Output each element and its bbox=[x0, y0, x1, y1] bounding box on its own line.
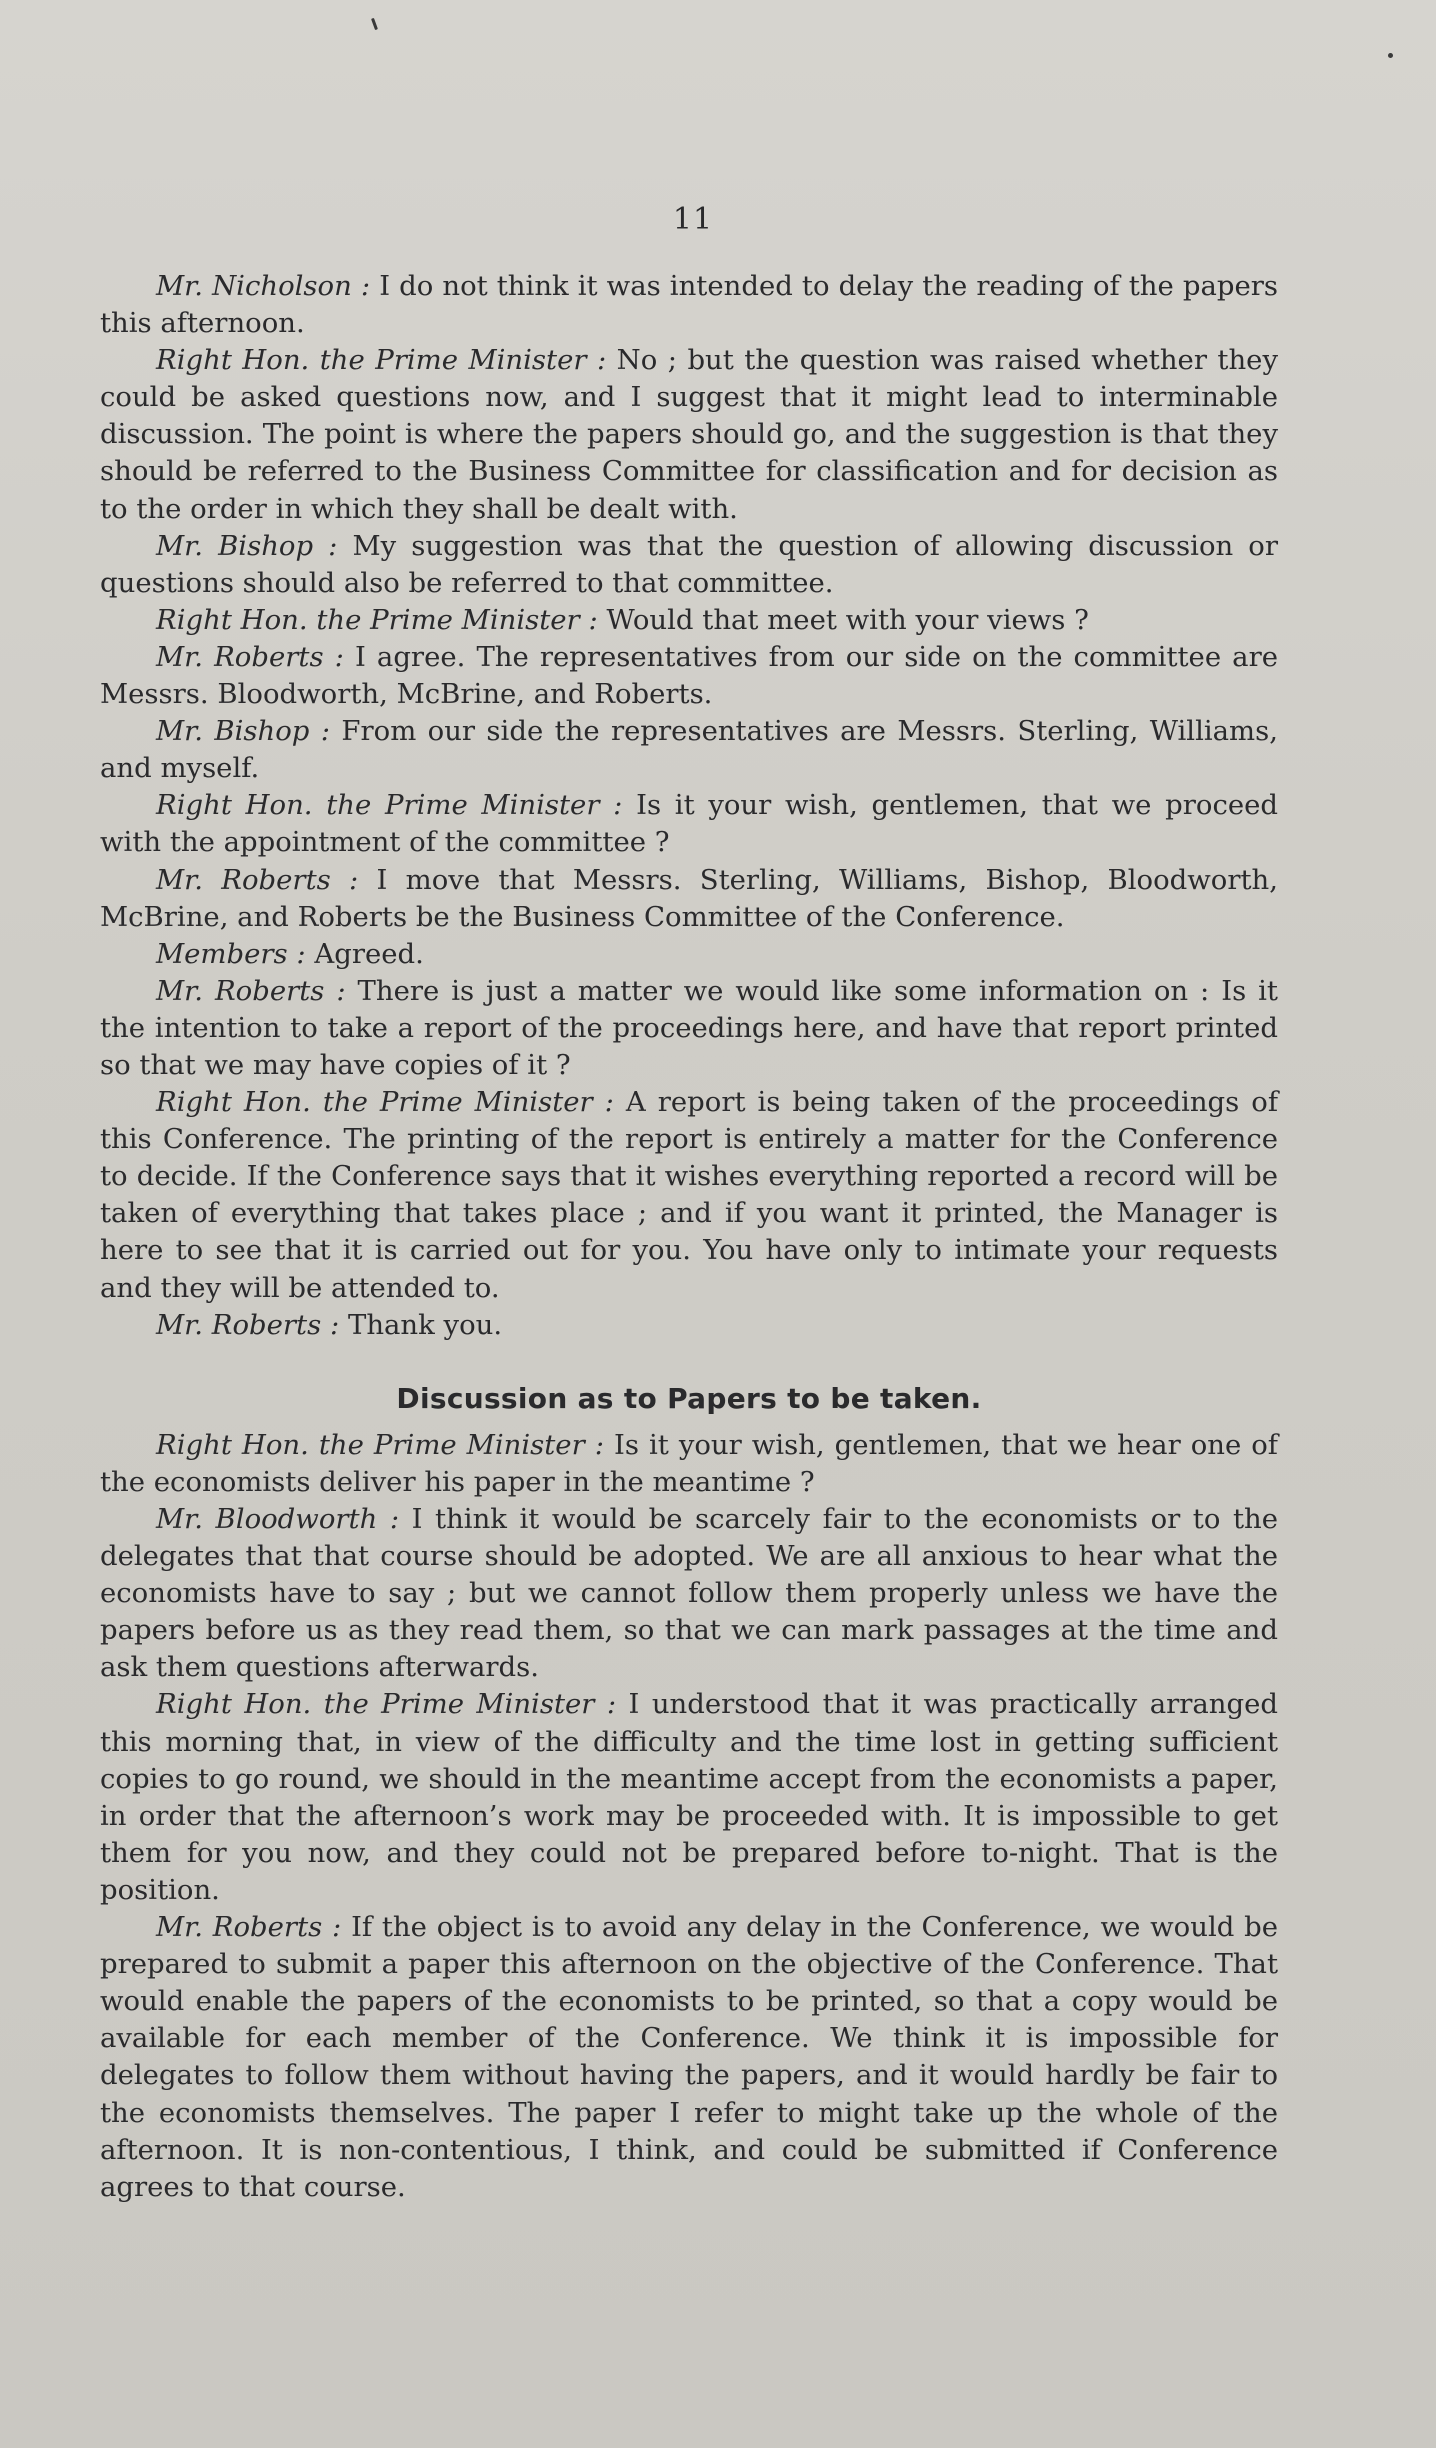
speech-text: There is just a matter we would like some information on : Is it the intention to take a report of the proceedings here, and have that report printed so that we may have copies of it ? bbox=[100, 974, 1278, 1081]
paragraph bbox=[100, 602, 1278, 639]
speech-text: I do not think it was intended to delay the reading of the papers this afternoon. bbox=[100, 270, 1278, 340]
paragraph bbox=[100, 639, 1278, 713]
speaker-name: Mr. Roberts : bbox=[156, 640, 344, 673]
speaker-name: Right Hon. the Prime Minister : bbox=[156, 344, 607, 377]
speech-text: I agree. The representatives from our side on the committee are Messrs. Bloodworth, McBrine, and Roberts. bbox=[100, 640, 1278, 711]
speaker-name: Mr. Bloodworth : bbox=[156, 1503, 400, 1535]
speaker-name: Right Hon. the Prime Minister : bbox=[156, 603, 598, 636]
speaker-name: Mr. Nicholson : bbox=[156, 270, 371, 302]
paragraph bbox=[100, 1307, 1278, 1344]
speech-text: My suggestion was that the question of allowing discussion or questions should also be referred to that committee. bbox=[100, 529, 1278, 599]
speech-text: If the object is to avoid any delay in the Conference, we would be prepared to submit a paper this afternoon on the objective of the Conference. That would enable the papers of the economists to be printed, so that a copy would be available for each member of the Conference. We think it is impossible for delegates to follow them without having the papers, and it would hardly be fair to the economists themselves. The paper I refer to might take up the whole of the afternoon. It is non-contentious, I think, and could be submitted if Conference agrees to that course. bbox=[100, 1911, 1278, 2203]
page-number: 11 bbox=[672, 202, 714, 237]
speech-text: Agreed. bbox=[305, 937, 424, 970]
speech-text: Is it your wish, gentlemen, that we hear one of the economists deliver his paper in the meantime ? bbox=[100, 1428, 1278, 1498]
print-speck bbox=[1388, 53, 1393, 58]
speaker-name: Mr. Roberts : bbox=[156, 974, 346, 1007]
paragraph bbox=[100, 862, 1278, 936]
speaker-name: Mr. Bishop : bbox=[156, 529, 338, 562]
paragraph bbox=[100, 713, 1278, 787]
paragraph bbox=[100, 342, 1278, 527]
paragraph bbox=[100, 936, 1278, 973]
speech-text: No ; but the question was raised whether they could be asked questions now, and I suggest that it might lead to interminable discussion. The point is where the papers should go, and the suggestion is that they should be referred to the Business Committee for classification and for decision as to the order in which they shall be dealt with. bbox=[100, 344, 1278, 525]
section-heading: Discussion as to Papers to be taken. bbox=[396, 1381, 982, 1415]
paragraph bbox=[100, 1084, 1278, 1307]
speech-text: I think it would be scarcely fair to the economists or to the delegates that that course should be adopted. We are all anxious to hear what the economists have to say ; but we cannot follow them properly unless we have the papers before us as they read them, so that we can mark passages at the time and ask them questions afterwards. bbox=[100, 1503, 1278, 1684]
speech-text: A report is being taken of the proceedings of this Conference. The printing of the report is entirely a matter for the Conference to decide. If the Conference says that it wishes everything reported a record will be taken of everything that takes place ; and if you want it printed, the Manager is here to see that it is carried out for you. You have only to intimate your requests and they will be attended to. bbox=[100, 1086, 1278, 1304]
paragraph bbox=[100, 1909, 1278, 2206]
paragraph bbox=[100, 787, 1278, 861]
paragraph bbox=[100, 528, 1278, 602]
speech-text: Is it your wish, gentlemen, that we proceed with the appointment of the committee ? bbox=[100, 789, 1278, 859]
speech-text: Would that meet with your views ? bbox=[597, 603, 1089, 636]
speaker-name: Right Hon. the Prime Minister : bbox=[156, 789, 623, 822]
transcript-body bbox=[100, 268, 1278, 2206]
paragraph bbox=[100, 1427, 1278, 1501]
speech-text: I move that Messrs. Sterling, Williams, Bishop, Bloodworth, McBrine, and Roberts be the Business Committee of the Conference. bbox=[100, 863, 1278, 933]
speaker-name: Mr. Roberts : bbox=[156, 863, 359, 896]
speech-text: From our side the representatives are Messrs. Sterling, Williams, and myself. bbox=[100, 715, 1278, 785]
speaker-name: Mr. Bishop : bbox=[156, 715, 331, 748]
print-speck bbox=[371, 18, 378, 30]
paragraph bbox=[100, 268, 1278, 342]
speaker-name: Mr. Roberts : bbox=[156, 1308, 340, 1341]
speech-text: Thank you. bbox=[339, 1308, 503, 1341]
paragraph bbox=[100, 1501, 1278, 1686]
speech-text: I understood that it was practically arranged this morning that, in view of the difficulty and the time lost in getting sufficient copies to go round, we should in the meantime accept from the economists a paper, in order that the afternoon’s work may be proceeded with. It is impossible to get them for you now, and they could not be prepared before to-night. That is the position. bbox=[100, 1688, 1278, 1906]
speaker-name: Right Hon. the Prime Minister : bbox=[156, 1428, 604, 1461]
speaker-name: Members : bbox=[156, 937, 306, 970]
paragraph bbox=[100, 1686, 1278, 1909]
paragraph bbox=[100, 973, 1278, 1084]
speaker-name: Right Hon. the Prime Minister : bbox=[156, 1086, 614, 1119]
speaker-name: Right Hon. the Prime Minister : bbox=[156, 1688, 617, 1721]
speaker-name: Mr. Roberts : bbox=[156, 1911, 342, 1944]
